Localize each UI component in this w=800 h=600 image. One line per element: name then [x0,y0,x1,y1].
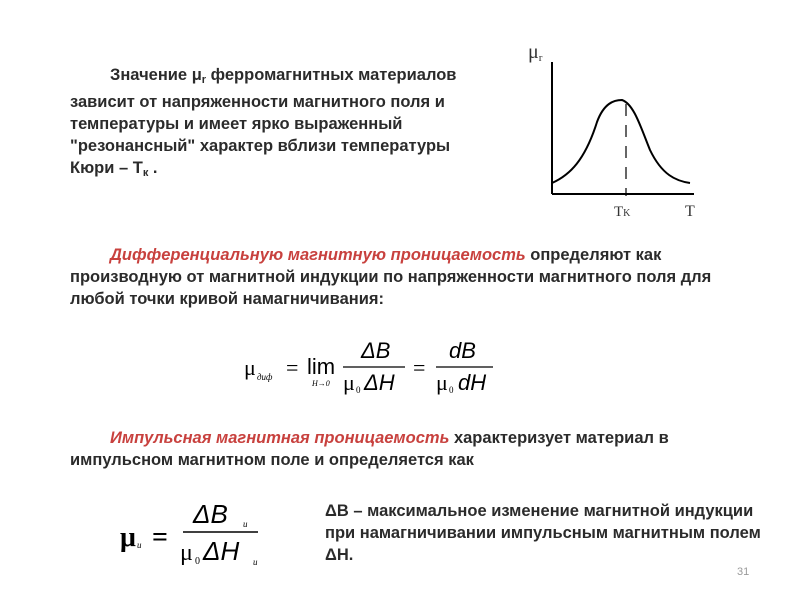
delta-h-denominator: ΔH [364,370,395,395]
curie-temperature-label: TK [614,204,631,220]
pulse-paragraph: Импульсная магнитная проницаемость характеризует материал в импульсном магнитном поле и определяется как [70,429,669,469]
equals-sign-2: = [413,355,426,380]
equals-sign: = [286,355,299,380]
delta-b-numerator: ΔB [361,338,391,363]
intro-paragraph: Значение $\mu_r$ ферромагнитных материалов зависит от напряженности магнитного поля и температуры и имеет ярко выраженный "резонансный" характер вблизи температуры Кюри – $Т_к$ . [70,66,457,179]
page-number: 31 [737,566,750,578]
mu0-subscript-2: 0 [449,385,454,395]
mu0-subscript-1: 0 [356,385,361,395]
lim-subscript: H→0 [312,379,330,388]
mu-pulse-subscript: и [137,540,142,550]
delta-definition: ΔB – максимальное изменение магнитной индукции при намагничивании импульсным магнитным полем ΔH. [325,502,761,564]
mu0-symbol-2: μ [436,370,448,395]
pulse-delta-h-subscript: и [253,557,258,567]
pulse-equals-sign: = [152,522,168,553]
pulse-mu0: μ [180,540,193,566]
pulse-delta-h: ΔH [203,536,240,566]
mu-diff-symbol: μ [244,355,256,380]
lim-operator: lim [307,354,336,379]
db-numerator: dB [449,338,476,363]
y-axis-label: μr [528,41,543,64]
pulse-mu0-subscript: 0 [195,556,200,567]
differential-paragraph: Дифференциальную магнитную проницаемость определяют как производную от магнитной индукции по напряженности магнитного поля для любой точки кривой намагничивания: [70,246,712,308]
pulse-delta-b-subscript: и [243,519,248,529]
pulse-delta-b: ΔB [193,499,228,529]
x-axis-label: T [685,203,695,220]
mu0-symbol-1: μ [343,370,355,395]
mu-diff-subscript: диф [257,372,273,382]
dh-denominator: dH [458,370,487,395]
mu-pulse-symbol: μ [120,522,136,553]
